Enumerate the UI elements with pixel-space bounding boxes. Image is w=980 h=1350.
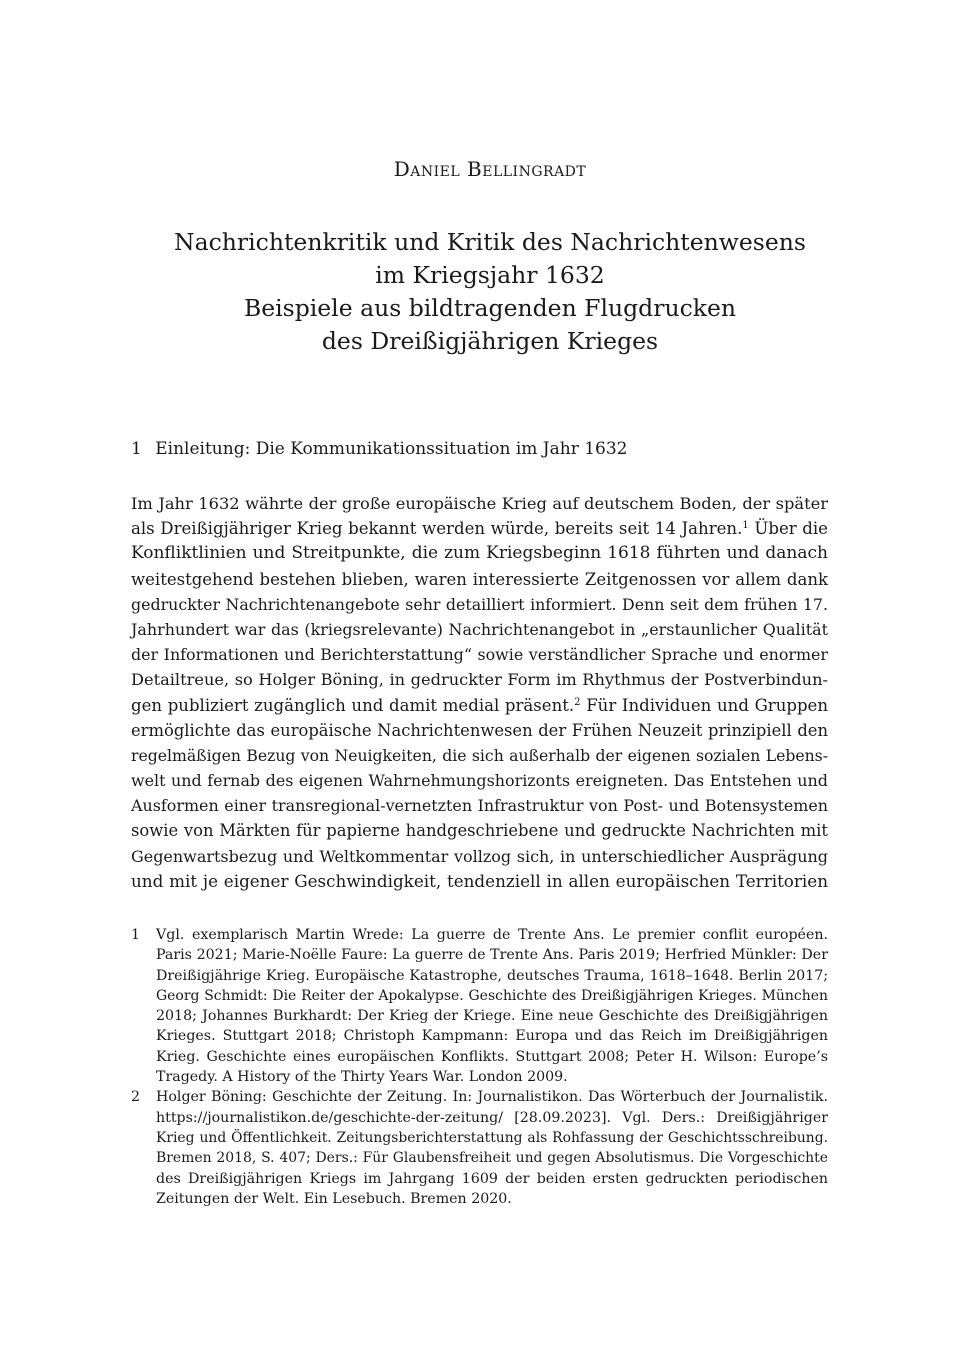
body-line: Detailtreue, so Holger Böning, in gedruckter Form im Rhythmus der Postverbindun- [131, 670, 828, 690]
title-line: Nachrichtenkritik und Kritik des Nachrichtenwesens [174, 228, 806, 256]
footnote-number: 1 [131, 927, 141, 943]
footnote-line: Dreißigjährige Krieg. Europäische Katastrophe, deutsches Trauma, 1618–1648. Berlin 2017; [156, 967, 828, 984]
footnote-line: 2018; Johannes Burkhardt: Der Krieg der Kriege. Eine neue Geschichte des Dreißigjährigen [156, 1008, 828, 1025]
body-line: als Dreißigjähriger Krieg bekannt werden würde, bereits seit 14 Jahren.$^1$ Über die [131, 519, 828, 539]
footnote-line: des Dreißigjährigen Kriegs im Jahrgang 1609 der beiden ersten gedruckten periodischen [156, 1170, 828, 1187]
section-number: 1 [131, 439, 142, 459]
footnote-ref[interactable]: 2 [574, 696, 581, 708]
body-line: gedruckter Nachrichtenangebote sehr detailliert informiert. Denn seit dem frühen 17. [131, 594, 828, 614]
body-line: und mit je eigener Geschwindigkeit, tendenziell in allen europäischen Territorien [131, 870, 828, 891]
title-line: im Kriegsjahr 1632 [375, 261, 605, 289]
body-line: ermöglichte das europäische Nachrichtenwesen der Frühen Neuzeit prinzipiell den [131, 720, 828, 740]
body-line: welt und fernab des eigenen Wahrnehmungshorizonts ereigneten. Das Entstehen und [131, 771, 828, 791]
body-line: Jahrhundert war das (kriegsrelevante) Nachrichtenangebot in „erstaunlicher Qualität [131, 619, 828, 639]
article-title [0, 226, 980, 358]
footnote-line: Georg Schmidt: Die Reiter der Apokalypse. Geschichte des Dreißigjährigen Krieges. München [156, 987, 828, 1004]
footnote-line: Paris 2021; Marie-Noëlle Faure: La guerre de Trente Ans. Paris 2019; Herfried Münkler: Der [156, 947, 828, 964]
footnote-line: Holger Böning: Geschichte der Zeitung. In: Journalistikon. Das Wörterbuch der Journalistik. [156, 1089, 828, 1106]
footnote-line: Zeitungen der Welt. Ein Lesebuch. Bremen 2020. [156, 1190, 512, 1207]
footnote-1 [131, 925, 828, 1087]
body-line: regelmäßigen Bezug von Neuigkeiten, die sich außerhalb der eigenen sozialen Lebens- [131, 745, 828, 765]
body-line: Ausformen einer transregional-vernetzten Infrastruktur von Post- und Botensystemen [131, 796, 828, 816]
footnote-line: https://journalistikon.de/geschichte-der-zeitung/ [28.09.2023]. Vgl. Ders.: Dreißigjähriger [156, 1109, 828, 1126]
body-line: weitestgehend bestehen blieben, waren interessierte Zeitgenossen vor allem dank [131, 569, 828, 589]
body-line: gen publiziert zugänglich und damit medial präsent.$^2$ Für Individuen und Gruppen [131, 695, 828, 715]
footnote-line: Tragedy. A History of the Thirty Years War. London 2009. [156, 1069, 568, 1086]
body-line: Konfliktlinien und Streitpunkte, die zum Kriegsbeginn 1618 führten und danach [131, 543, 828, 564]
footnote-line: Bremen 2018, S. 407; Ders.: Für Glaubensfreiheit und gegen Absolutismus. Die Vorgeschichte [156, 1150, 828, 1167]
body-line: der Informationen und Berichterstattung“ sowie verständlicher Sprache und enormer [131, 645, 828, 665]
footnote-line: Vgl. exemplarisch Martin Wrede: La guerre de Trente Ans. Le premier conflit européen. [156, 927, 828, 943]
section-heading [131, 439, 628, 459]
footnotes [131, 925, 828, 1209]
body-line: Im Jahr 1632 währte der große europäische Krieg auf deutschem Boden, der später [131, 494, 828, 513]
footnote-line: Krieges. Stuttgart 2018; Christoph Kampmann: Europa und das Reich im Dreißigjährigen [156, 1028, 828, 1045]
body-paragraph [131, 491, 828, 894]
author-name: Daniel Bellingradt [393, 157, 587, 181]
title-line: des Dreißigjährigen Krieges [321, 327, 659, 355]
section-title: Einleitung: Die Kommunikationssituation im Jahr 1632 [155, 439, 628, 459]
footnote-line: Krieg. Geschichte eines europäischen Konflikts. Stuttgart 2008; Peter H. Wilson: Europe’s [156, 1048, 828, 1065]
footnote-line: Krieg und Öffentlichkeit. Zeitungsberichterstattung als Rohfassung der Geschichtsschreibung. [156, 1129, 828, 1146]
body-line: Gegenwartsbezug und Weltkommentar vollzog sich, in unterschiedlicher Ausprägung [131, 846, 828, 866]
footnote-ref[interactable]: 1 [742, 520, 749, 532]
body-line: sowie von Märkten für papierne handgeschriebene und gedruckte Nachrichten mit [131, 821, 828, 841]
footnote-2 [131, 1087, 828, 1209]
footnote-number: 2 [131, 1089, 141, 1106]
title-line: Beispiele aus bildtragenden Flugdrucken [243, 294, 737, 322]
